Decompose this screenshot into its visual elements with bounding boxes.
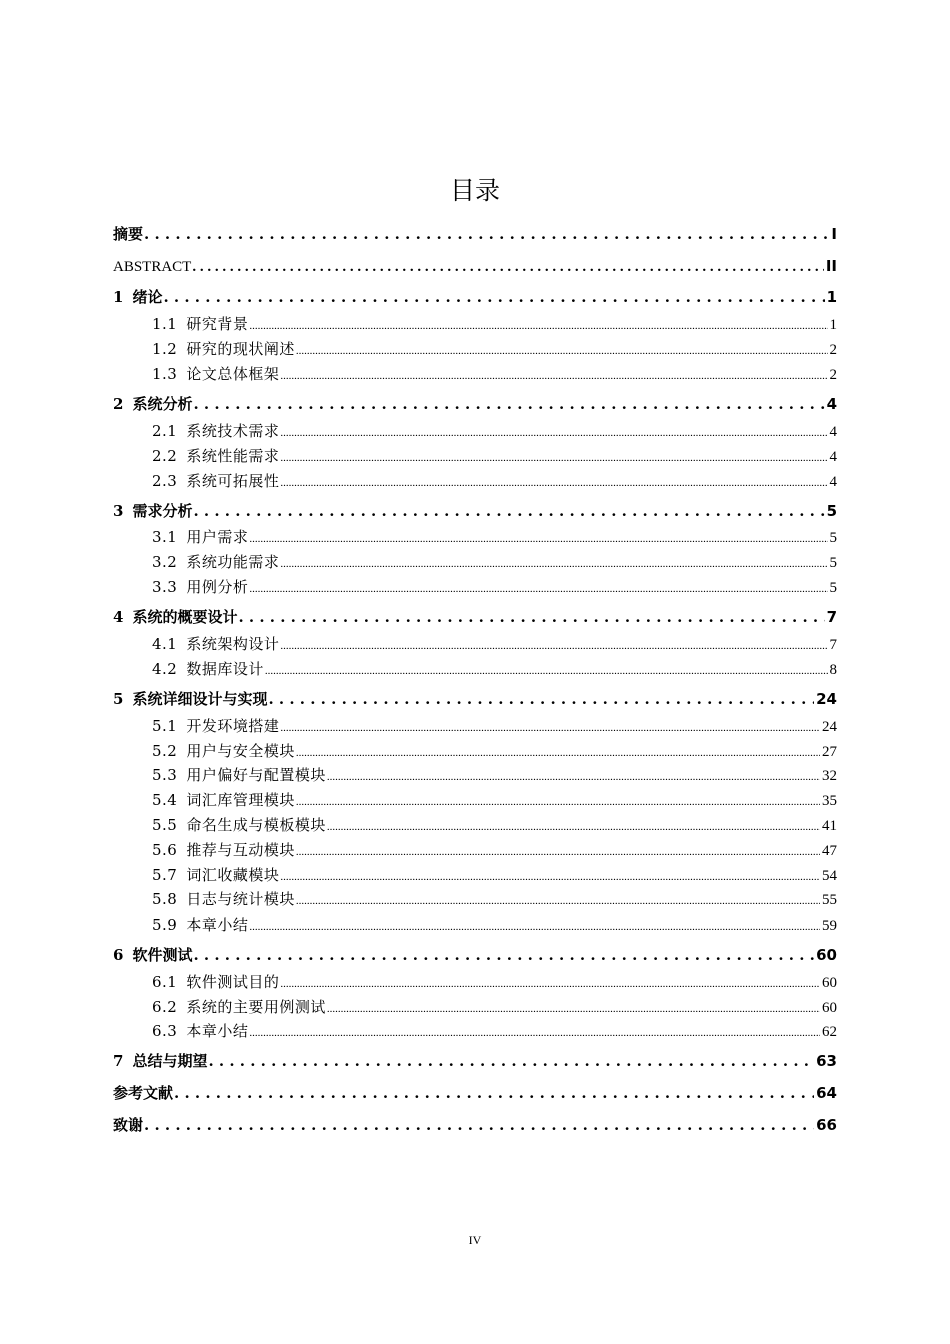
toc-entry-title: 论文总体框架 [186,365,280,383]
dot-leader [268,688,814,710]
toc-entry-title: 词汇库管理模块 [186,791,295,809]
toc-entry-number: 4.1 [152,635,178,653]
toc-entry[interactable] [152,815,837,835]
dot-leader [280,716,820,736]
toc-entry-title: 系统的主要用例测试 [186,998,326,1016]
toc-entry-page: 2 [829,342,837,358]
toc-entry-page: 5 [829,580,837,596]
toc-entry-label [152,446,279,466]
toc-entry-title: 系统的概要设计 [132,608,238,626]
toc-entry-label [113,1114,143,1136]
toc-entry-label [113,944,192,966]
dot-leader [296,741,820,761]
dot-leader [280,446,827,466]
dot-leader [280,421,827,441]
toc-entry-page: 1 [829,317,837,333]
dot-leader [265,659,828,679]
toc-entry-number: 1.1 [152,315,178,333]
toc-entry[interactable] [113,1050,837,1072]
toc-entry-title: 参考文献 [113,1084,174,1102]
toc-entry-label [152,634,279,654]
toc-entry-number: 2.3 [152,472,178,490]
toc-entry[interactable] [152,790,837,810]
toc-entry-label [152,364,279,384]
toc-entry-page: 4 [826,395,837,413]
toc-entry-page: 62 [822,1024,837,1040]
toc-entry-label [152,815,326,835]
toc-entry-title: 日志与统计模块 [186,890,295,908]
toc-entry[interactable] [152,889,837,909]
toc-entry-title: 本章小结 [186,916,249,934]
toc-entry-page: II [825,257,837,275]
toc-entry-page: 4 [829,424,837,440]
toc-entry-page: 59 [822,918,837,934]
toc-entry-title: 系统详细设计与实现 [132,690,268,708]
toc-entry-label [152,765,326,785]
toc-entry[interactable] [152,972,837,992]
toc-entry-label [152,577,248,597]
toc-entry-label [152,339,295,359]
toc-entry-number: 6.2 [152,998,178,1016]
toc-entry[interactable] [152,1021,837,1041]
toc-entry-page: 4 [829,474,837,490]
dot-leader [280,471,827,491]
toc-entry-page: 41 [822,818,837,834]
toc-entry-number: 1.3 [152,365,178,383]
toc-entry-title: 总结与期望 [132,1052,208,1070]
toc-entry-label [113,1082,173,1104]
toc-entry-title: 绪论 [132,288,163,306]
toc-entry-page: 63 [816,1052,837,1070]
dot-leader [280,865,820,885]
toc-entry-label [152,1021,248,1041]
toc-entry[interactable] [113,223,837,245]
toc-entry-title: 用户偏好与配置模块 [186,766,326,784]
dot-leader [280,634,827,654]
toc-entry-number: 1 [113,288,124,306]
toc-entry-title: 词汇收藏模块 [186,866,280,884]
toc-entry[interactable] [113,606,837,628]
toc-entry-title: 用例分析 [186,578,249,596]
toc-entry-title: 推荐与互动模块 [186,841,295,859]
toc-entry-page: 32 [822,768,837,784]
toc-entry-title: 系统功能需求 [186,553,280,571]
toc-entry-page: 7 [826,608,837,626]
dot-leader [193,944,814,966]
toc-entry-number: 6.1 [152,973,178,991]
toc-entry-title: 本章小结 [186,1022,249,1040]
toc-entry-title: 研究背景 [186,315,249,333]
toc-entry-page: 2 [829,367,837,383]
toc-entry-page: 55 [822,892,837,908]
toc-entry-number: 7 [113,1052,124,1070]
toc-entry-number: 6.3 [152,1022,178,1040]
toc-entry[interactable] [113,688,837,710]
toc-entry-number: 5.6 [152,841,178,859]
toc-entry[interactable] [113,944,837,966]
toc-entry-page: 24 [816,690,837,708]
dot-leader [163,286,824,308]
dot-leader [249,527,827,547]
toc-entry-number: 6 [113,946,124,964]
toc-entry-title: 软件测试目的 [186,973,280,991]
toc-entry[interactable] [113,1114,837,1136]
toc-entry-page: I [831,225,837,243]
toc-entry-number: 5.5 [152,816,178,834]
dot-leader [296,889,820,909]
toc-entry-label [152,865,279,885]
toc-entry-title: 用户需求 [186,528,249,546]
dot-leader [296,339,828,359]
dot-leader [249,1021,820,1041]
toc-entry-title: 系统技术需求 [186,422,280,440]
toc-entry-label [113,286,162,308]
toc-entry-page: 64 [816,1084,837,1102]
toc-entry[interactable] [152,552,837,572]
dot-leader [193,393,824,415]
dot-leader [144,223,829,245]
toc-entry[interactable] [152,997,837,1017]
toc-entry[interactable] [113,255,837,277]
toc-entry-page: 54 [822,868,837,884]
toc-entry-label [152,889,295,909]
dot-leader [208,1050,814,1072]
toc-entry[interactable] [113,286,837,308]
toc-entry-page: 47 [822,843,837,859]
toc-entry-label [152,527,248,547]
toc-entry-page: 60 [822,1000,837,1016]
toc-entry-title: 系统分析 [132,395,193,413]
toc-entry-title: 摘要 [113,225,144,243]
dot-leader [192,256,823,277]
toc-entry-title: 数据库设计 [186,660,264,678]
toc-entry-label [113,223,143,245]
toc-entry-title: ABSTRACT [113,259,192,275]
toc-entry-page: 27 [822,744,837,760]
toc-entry-label [152,314,248,334]
toc-entry[interactable] [113,1082,837,1104]
toc-entry[interactable] [152,741,837,761]
dot-leader [174,1082,814,1104]
toc-entry-label [113,500,192,522]
dot-leader [296,790,820,810]
toc-entry-label [152,997,326,1017]
toc-entry-title: 研究的现状阐述 [186,340,295,358]
toc-entry[interactable] [152,314,837,334]
toc-entry[interactable] [152,765,837,785]
toc-entry-page: 4 [829,449,837,465]
toc-entry[interactable] [113,500,837,522]
toc-entry-page: 5 [829,555,837,571]
toc-entry-page: 8 [829,662,837,678]
dot-leader [327,997,820,1017]
dot-leader [280,972,820,992]
toc-entry-number: 5 [113,690,124,708]
dot-leader [327,765,820,785]
toc-entry-number: 2.2 [152,447,178,465]
toc-entry-number: 4 [113,608,124,626]
toc-entry-number: 3 [113,502,124,520]
toc-entry-page: 35 [822,793,837,809]
toc-title: 目录 [449,176,500,205]
toc-entry-label [152,471,279,491]
toc-entry[interactable] [152,364,837,384]
toc-entry-title: 致谢 [113,1116,144,1134]
toc-entry-title: 需求分析 [132,502,193,520]
toc-entry-title: 软件测试 [132,946,193,964]
toc-entry-label [113,393,192,415]
toc-entry-title: 命名生成与模板模块 [186,816,326,834]
toc-entry-page: 60 [816,946,837,964]
toc-entry-label [113,256,191,277]
toc-entry[interactable] [152,634,837,654]
toc-entry[interactable] [152,659,837,679]
toc-entry-label [113,688,267,710]
toc-entry-label [152,840,295,860]
toc-entry[interactable] [152,840,837,860]
dot-leader [249,314,827,334]
toc-entry-number: 3.1 [152,528,178,546]
toc-entry[interactable] [152,471,837,491]
toc-entry-number: 5.7 [152,866,178,884]
toc-entry-label [152,972,279,992]
toc-entry-page: 60 [822,975,837,991]
toc-entry-number: 3.2 [152,553,178,571]
toc-entry-number: 2.1 [152,422,178,440]
toc-entry-page: 5 [826,502,837,520]
toc-entry[interactable] [152,421,837,441]
toc-entry[interactable] [113,393,837,415]
toc-entry-number: 5.9 [152,916,178,934]
toc-entry-title: 系统性能需求 [186,447,280,465]
toc-entry-number: 2 [113,395,124,413]
toc-entry[interactable] [152,577,837,597]
dot-leader [327,815,820,835]
toc-entry-label [152,741,295,761]
dot-leader [249,915,820,935]
toc-entry-label [152,659,264,679]
toc-entry-title: 开发环境搭建 [186,717,280,735]
toc-entry-label [152,716,279,736]
dot-leader [280,364,827,384]
toc-entry-number: 5.8 [152,890,178,908]
toc-entry-title: 用户与安全模块 [186,742,295,760]
toc-entry-number: 3.3 [152,578,178,596]
toc-entry-label [152,421,279,441]
page-number: IV [468,1233,482,1247]
dot-leader [280,552,827,572]
toc-entry-label [113,606,237,628]
toc-entry-number: 5.2 [152,742,178,760]
toc-entry-number: 1.2 [152,340,178,358]
toc-entry-label [152,915,248,935]
toc-entry-title: 系统架构设计 [186,635,280,653]
toc-entry-label [152,552,279,572]
toc-entry-number: 4.2 [152,660,178,678]
toc-entry[interactable] [152,339,837,359]
toc-entry-label [113,1050,207,1072]
toc-entry[interactable] [152,446,837,466]
toc-entry-number: 5.1 [152,717,178,735]
toc-entry-page: 66 [816,1116,837,1134]
dot-leader [193,500,824,522]
toc-entry[interactable] [152,716,837,736]
toc-entry-number: 5.4 [152,791,178,809]
toc-entry-page: 7 [829,637,837,653]
toc-entry-number: 5.3 [152,766,178,784]
dot-leader [238,606,824,628]
toc-entry-page: 24 [822,719,837,735]
toc-entry[interactable] [152,865,837,885]
dot-leader [144,1114,814,1136]
toc-entry[interactable] [152,527,837,547]
toc-entry-page: 1 [826,288,837,306]
toc-entry-title: 系统可拓展性 [186,472,280,490]
dot-leader [249,577,827,597]
toc-entry-label [152,790,295,810]
toc-entry-page: 5 [829,530,837,546]
dot-leader [296,840,820,860]
toc-entry[interactable] [152,915,837,935]
